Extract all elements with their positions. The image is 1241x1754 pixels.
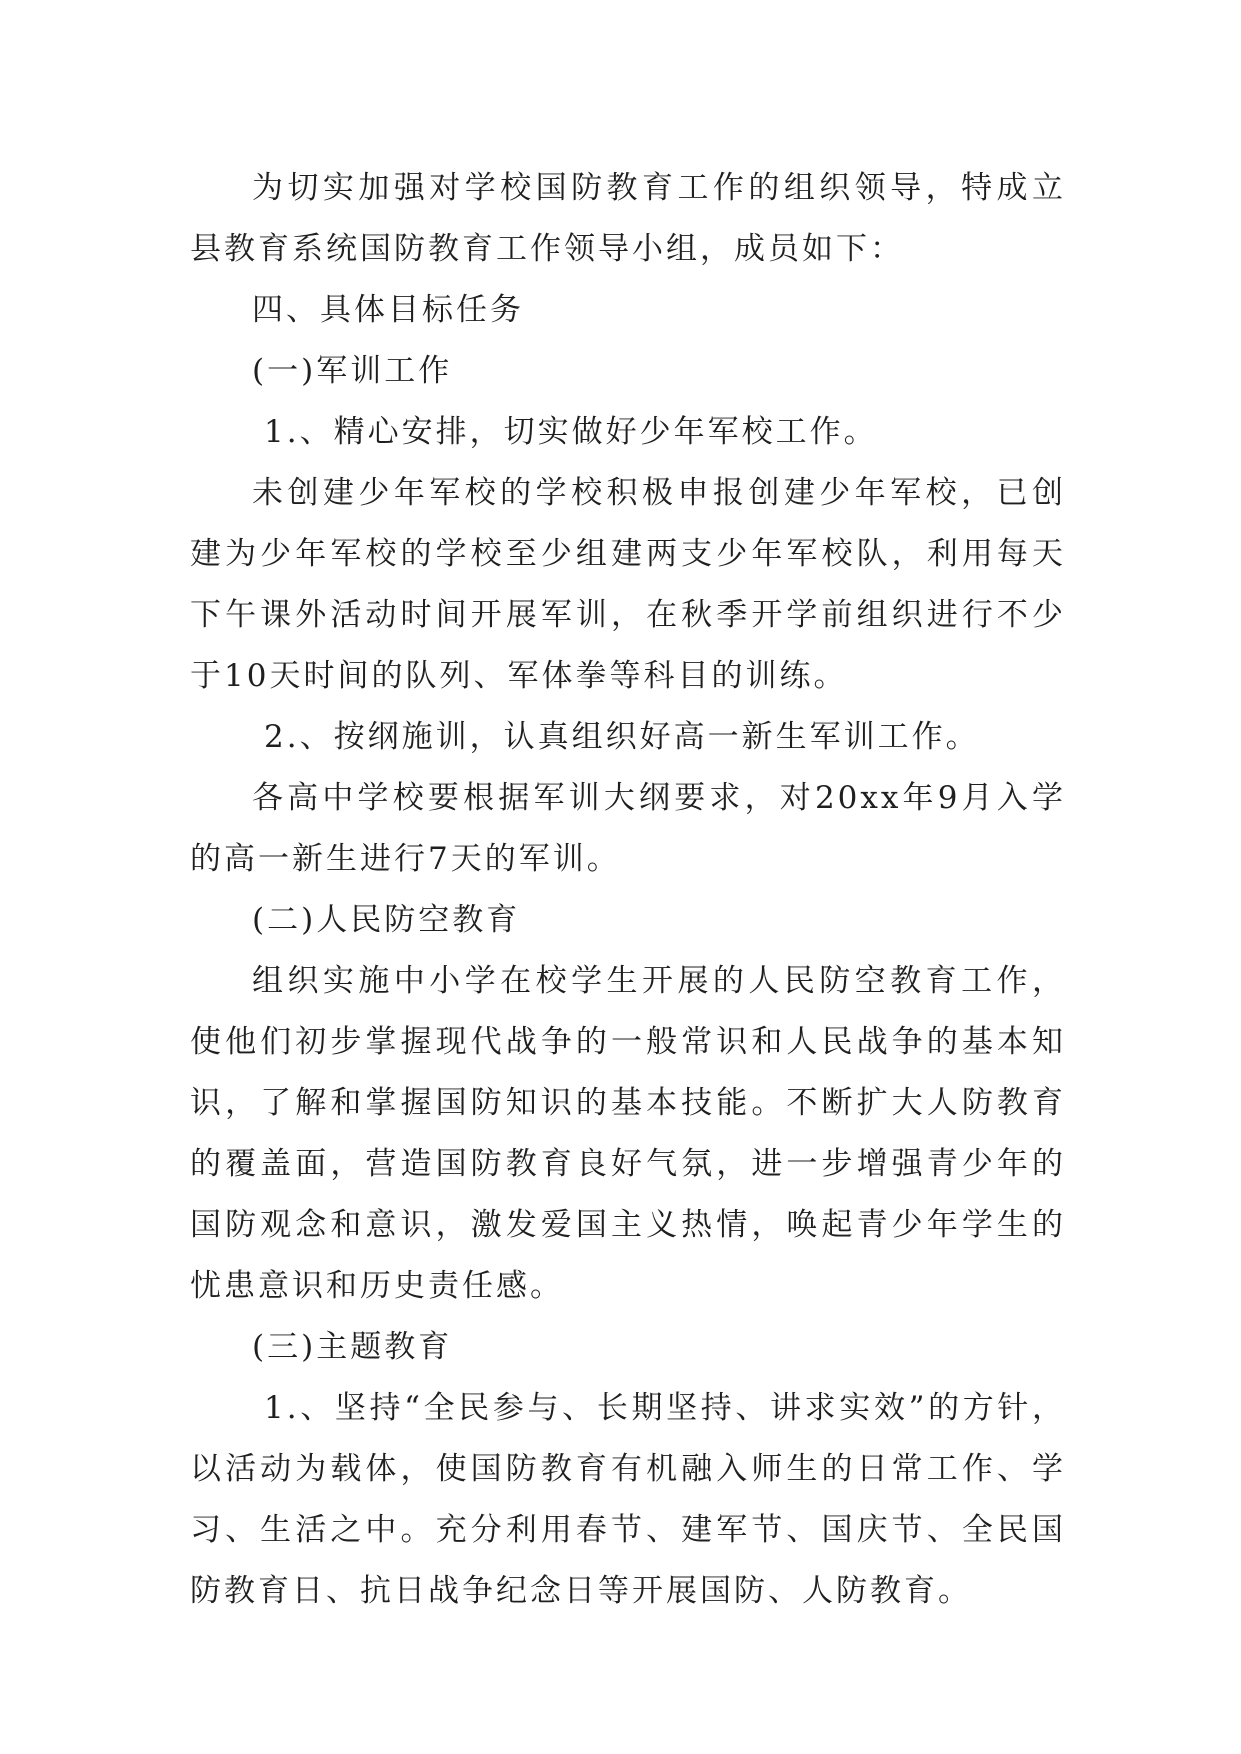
- heading-specific-tasks: 四、具体目标任务: [252, 292, 524, 328]
- paragraph-leadership-group: 为切实加强对学校国防教育工作的组织领导，特成立县教育系统国防教育工作领导小组，成员如下：: [190, 170, 1066, 267]
- heading-military-training: (一)军训工作: [252, 353, 453, 389]
- paragraph-freshman-training: 各高中学校要根据军训大纲要求，对20xx年9月入学的高一新生进行7天的军训。: [190, 780, 1066, 877]
- heading-theme-education: (三)主题教育: [252, 1329, 453, 1365]
- paragraph-civil-air-defense: 组织实施中小学在校学生开展的人民防空教育工作，使他们初步掌握现代战争的一般常识和人民战争的基本知识，了解和掌握国防知识的基本技能。不断扩大人防教育的覆盖面，营造国防教育良好气氛，进一步增强青少年的国防观念和意识，激发爱国主义热情，唤起青少年学生的忧患意识和历史责任感。: [190, 963, 1066, 1304]
- document-body: [190, 158, 1066, 1622]
- paragraph-theme-education: 1.、坚持“全民参与、长期坚持、讲求实效”的方针，以活动为载体，使国防教育有机融入师生的日常工作、学习、生活之中。充分利用春节、建军节、国庆节、全民国防教育日、抗日战争纪念日等开展国防、人防教育。: [190, 1390, 1066, 1609]
- heading-civil-air-defense: (二)人民防空教育: [252, 902, 521, 938]
- item-freshman-training: 2.、按纲施训，认真组织好高一新生军训工作。: [264, 719, 980, 755]
- item-youth-military-school: 1.、精心安排，切实做好少年军校工作。: [264, 414, 878, 450]
- paragraph-youth-military-school: 未创建少年军校的学校积极申报创建少年军校，已创建为少年军校的学校至少组建两支少年军校队，利用每天下午课外活动时间开展军训，在秋季开学前组织进行不少于10天时间的队列、军体拳等科目的训练。: [190, 475, 1066, 694]
